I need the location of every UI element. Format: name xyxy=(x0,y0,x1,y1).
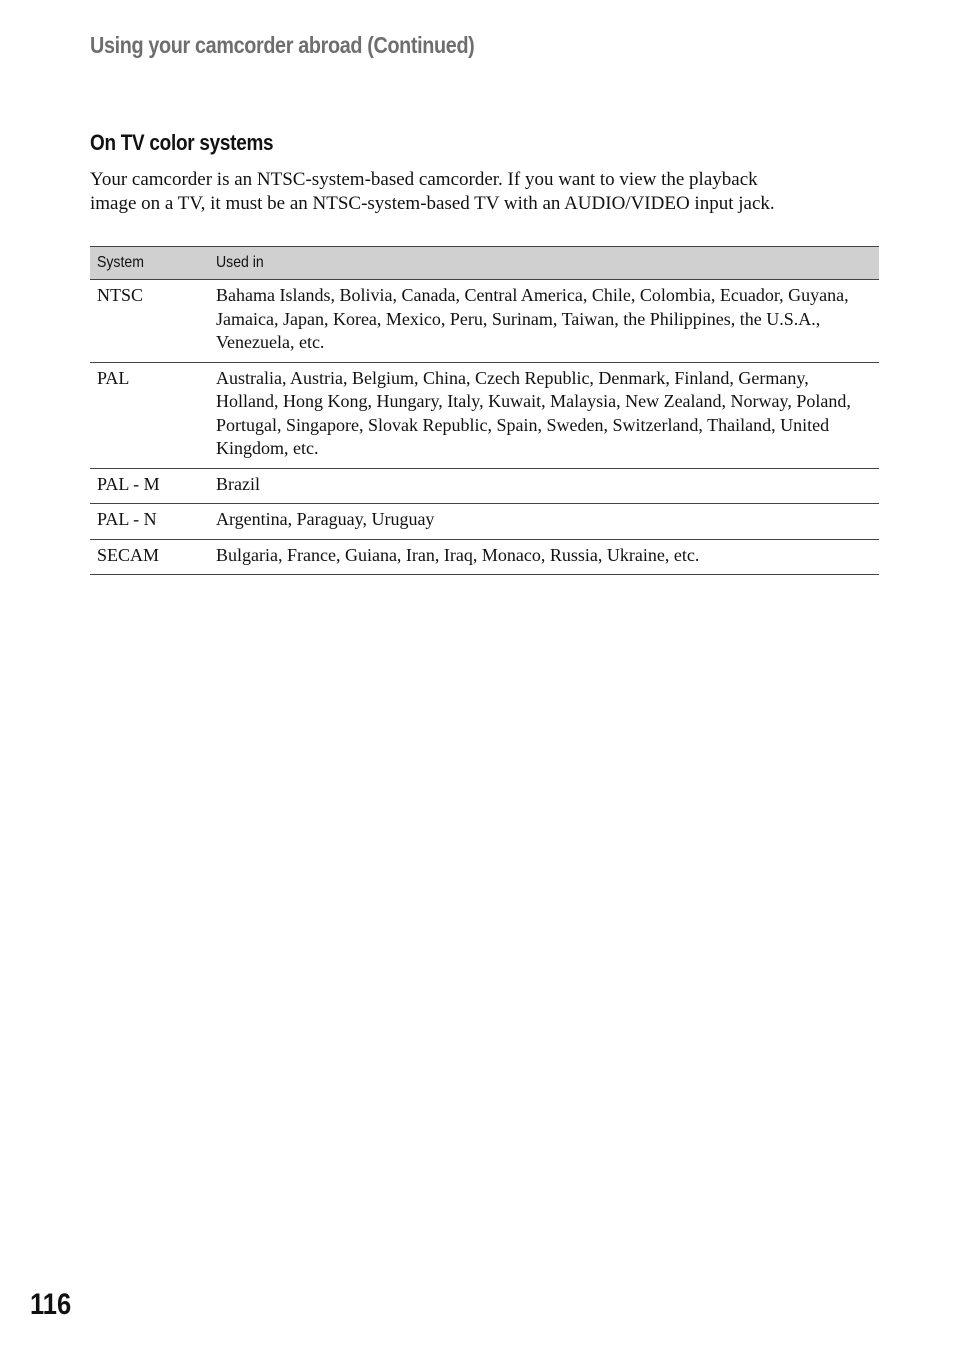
running-head: Using your camcorder abroad (Continued) xyxy=(90,32,475,58)
tv-systems-table xyxy=(90,246,879,575)
used-in-cell: Australia, Austria, Belgium, China, Czech Republic, Denmark, Finland, Germany, Holland, Hong Kong, Hungary, Italy, Kuwait, Malaysia, New Zealand, Norway, Poland, Portugal, Singapore, Slovak Republic, Spain, Sweden, Switzerland, Thailand, United Kingdom, etc. xyxy=(209,362,879,468)
used-in-cell: Bulgaria, France, Guiana, Iran, Iraq, Monaco, Russia, Ukraine, etc. xyxy=(209,539,879,575)
system-cell: NTSC xyxy=(90,280,209,363)
table-row xyxy=(90,362,879,468)
table-row xyxy=(90,504,879,540)
table-row xyxy=(90,468,879,504)
intro-line: image on a TV, it must be an NTSC-system-based TV with an AUDIO/VIDEO input jack. xyxy=(90,192,775,214)
used-in-cell: Argentina, Paraguay, Uruguay xyxy=(209,504,879,540)
system-cell: SECAM xyxy=(90,539,209,575)
page-number: 116 xyxy=(30,1288,72,1321)
used-in-cell: Bahama Islands, Bolivia, Canada, Central America, Chile, Colombia, Ecuador, Guyana, Jamaica, Japan, Korea, Mexico, Peru, Surinam, Taiwan, the Philippines, the U.S.A., Venezuela, etc. xyxy=(209,280,879,363)
section-title: On TV color systems xyxy=(90,130,274,155)
system-cell: PAL - M xyxy=(90,468,209,504)
system-cell: PAL - N xyxy=(90,504,209,540)
table-header-row xyxy=(90,247,879,280)
column-header-used-in: Used in xyxy=(209,247,879,280)
table-row xyxy=(90,280,879,363)
system-cell: PAL xyxy=(90,362,209,468)
table-row xyxy=(90,539,879,575)
column-header-system: System xyxy=(90,247,209,280)
intro-line: Your camcorder is an NTSC-system-based camcorder. If you want to view the playback xyxy=(90,169,758,190)
intro-paragraph xyxy=(90,168,870,215)
used-in-cell: Brazil xyxy=(209,468,879,504)
